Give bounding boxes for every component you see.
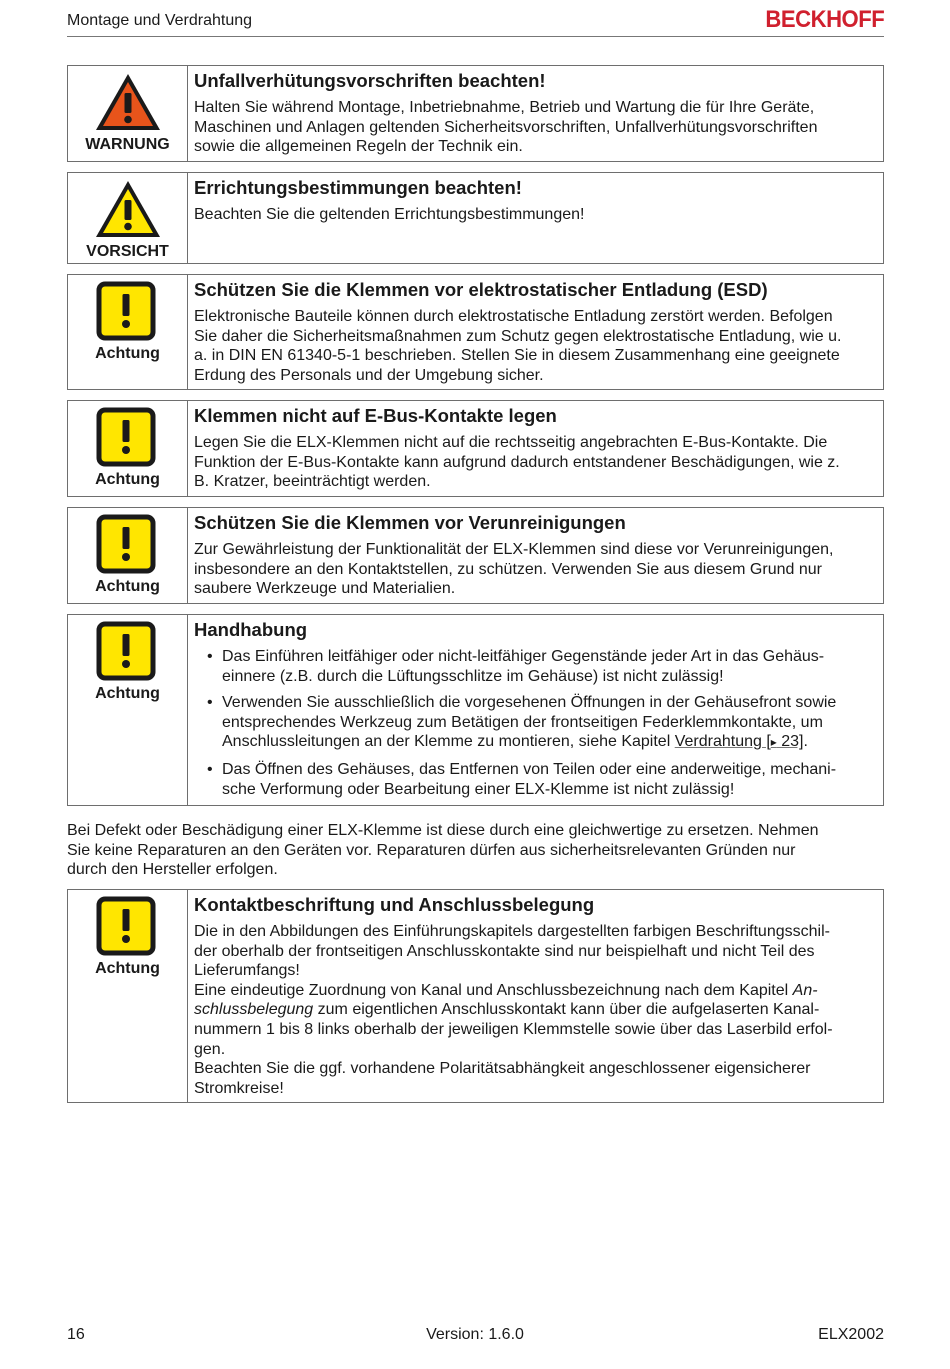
text-line: Anschlussleitungen an der Klemme zu montieren, siehe Kapitel bbox=[222, 733, 675, 751]
text-line: B. Kratzer, beeinträchtigt werden. bbox=[194, 473, 431, 491]
notice-attention-handling bbox=[67, 614, 884, 806]
beckhoff-logo: BECKHOFF bbox=[765, 6, 884, 33]
text-line: der oberhalb der frontseitigen Anschlusskontakte sind nur beispielhaft und nicht Teil des bbox=[194, 942, 815, 960]
text-line: Sie daher die Sicherheitsmaßnahmen zum Schutz gegen elektrostatische Entladung, wie u. bbox=[194, 327, 842, 345]
link-text: Verdrahtung [ bbox=[674, 733, 771, 751]
text-line: saubere Werkzeuge und Materialien. bbox=[194, 580, 456, 598]
text-line: Lieferumfangs! bbox=[194, 962, 300, 980]
list-item bbox=[194, 647, 877, 686]
text-line: Verwenden Sie ausschließlich die vorgesehenen Öffnungen in der Gehäusefront sowie bbox=[222, 694, 837, 712]
text-line: Bei Defekt oder Beschädigung einer ELX-Klemme ist diese durch eine gleichwertige zu ersetzen. Nehmen bbox=[67, 822, 819, 839]
notice-attention-contamination bbox=[67, 507, 884, 604]
notice-text bbox=[194, 98, 877, 157]
notice-attention-esd bbox=[67, 274, 884, 390]
text-line: nummern 1 bis 8 links oberhalb der jeweiligen Klemmstelle sowie über das Laserbild erfol- bbox=[194, 1020, 833, 1038]
link-page: 23] bbox=[776, 733, 804, 751]
page-arrow-icon: ▸ bbox=[770, 735, 777, 750]
notice-title: Unfallverhütungsvorschriften beachten! bbox=[194, 70, 546, 91]
bullet-list bbox=[194, 647, 877, 799]
attention-icon bbox=[96, 621, 158, 681]
attention-icon bbox=[96, 514, 158, 574]
notice-text bbox=[194, 540, 877, 599]
list-item bbox=[194, 693, 877, 753]
text-line: zum eigentlichen Anschlusskontakt kann über die aufgelaserten Kanal- bbox=[313, 1001, 820, 1019]
text-line: Halten Sie während Montage, Inbetriebnahme, Betrieb und Wartung die für Ihre Geräte, bbox=[194, 99, 815, 116]
notice-text bbox=[194, 922, 877, 1098]
attention-icon bbox=[96, 896, 158, 956]
notice-title: Errichtungsbestimmungen beachten! bbox=[194, 177, 522, 198]
notice-body bbox=[188, 508, 883, 603]
notice-attention-labeling bbox=[67, 889, 884, 1103]
notice-icon-column bbox=[68, 508, 188, 603]
notice-caution-installation-rules bbox=[67, 172, 884, 264]
link-verdrahtung[interactable] bbox=[675, 733, 804, 750]
text-line: a. in DIN EN 61340-5-1 beschrieben. Stellen Sie in diesem Zusammenhang eine geeignete bbox=[194, 347, 840, 365]
attention-icon bbox=[96, 407, 158, 467]
notice-icon-column bbox=[68, 66, 188, 161]
bullet-icon: • bbox=[207, 694, 213, 712]
chapter-reference: schlussbelegung bbox=[194, 1001, 314, 1019]
text-line: Die in den Abbildungen des Einführungskapitels dargestellten farbigen Beschriftungsschil- bbox=[194, 923, 830, 940]
attention-icon bbox=[96, 281, 158, 341]
footer-product: ELX2002 bbox=[818, 1326, 884, 1343]
notice-body bbox=[188, 66, 883, 161]
text-line: Elektronische Bauteile können durch elektrostatische Entladung zerstört werden. Befolgen bbox=[194, 308, 833, 325]
notice-icon-column bbox=[68, 275, 188, 389]
notice-label: Achtung bbox=[95, 960, 160, 977]
notice-body bbox=[188, 275, 883, 389]
text-line: insbesondere an den Kontaktstellen, zu schützen. Verwenden Sie aus diesem Grund nur bbox=[194, 560, 822, 578]
text-line: sche Verformung oder Bearbeitung einer ELX-Klemme ist nicht zulässig! bbox=[222, 780, 735, 798]
notice-label: Achtung bbox=[95, 471, 160, 488]
text-line: einnere (z.B. durch die Lüftungsschlitze im Gehäuse) ist nicht zulässig! bbox=[222, 667, 724, 685]
notice-title: Kontaktbeschriftung und Anschlussbelegung bbox=[194, 894, 595, 915]
text-line: Eine eindeutige Zuordnung von Kanal und Anschlussbezeichnung nach dem Kapitel bbox=[194, 981, 793, 999]
notice-title: Klemmen nicht auf E-Bus-Kontakte legen bbox=[194, 405, 557, 426]
caution-triangle-icon bbox=[94, 179, 162, 239]
bullet-icon: • bbox=[207, 648, 213, 665]
notice-text bbox=[194, 205, 877, 225]
notice-text bbox=[194, 307, 877, 385]
running-header-title: Montage und Verdrahtung bbox=[67, 12, 253, 29]
text-line: Sie keine Reparaturen an den Geräten vor. Reparaturen dürfen aus sicherheitsrelevanten Gründen nur bbox=[67, 841, 796, 859]
notice-label: WARNUNG bbox=[85, 136, 170, 153]
notice-body bbox=[188, 401, 883, 496]
list-item bbox=[194, 760, 877, 799]
text-line: Legen Sie die ELX-Klemmen nicht auf die rechtsseitig angebrachten E-Bus-Kontakte. Die bbox=[194, 434, 828, 451]
warning-triangle-icon bbox=[94, 72, 162, 132]
notice-body bbox=[188, 173, 883, 263]
text-line: entsprechendes Werkzeug zum Betätigen der frontseitigen Federklemmkontakte, um bbox=[222, 713, 823, 731]
notice-label: VORSICHT bbox=[86, 243, 169, 260]
text-line: Funktion der E-Bus-Kontakte kann aufgrund dadurch entstandener Beschädigungen, wie z. bbox=[194, 453, 840, 471]
text-suffix: . bbox=[803, 733, 808, 751]
notice-icon-column bbox=[68, 173, 188, 263]
text-line: durch den Hersteller erfolgen. bbox=[67, 861, 278, 879]
chapter-reference: An- bbox=[792, 981, 818, 999]
notice-icon-column bbox=[68, 890, 188, 1102]
notice-title: Schützen Sie die Klemmen vor Verunreinigungen bbox=[194, 512, 626, 533]
notice-attention-ebus bbox=[67, 400, 884, 497]
text-line: Das Einführen leitfähiger oder nicht-leitfähiger Gegenstände jeder Art in das Gehäus- bbox=[222, 648, 825, 665]
text-line: sowie die allgemeinen Regeln der Technik ein. bbox=[194, 138, 523, 156]
notice-text bbox=[194, 433, 877, 492]
footer-page-number: 16 bbox=[67, 1326, 85, 1343]
notice-label: Achtung bbox=[95, 578, 160, 595]
bullet-icon: • bbox=[207, 760, 213, 778]
text-line: Beachten Sie die geltenden Errichtungsbestimmungen! bbox=[194, 206, 585, 223]
text-line: Zur Gewährleistung der Funktionalität der ELX-Klemmen sind diese vor Verunreinigungen, bbox=[194, 541, 834, 558]
notice-title: Handhabung bbox=[194, 619, 308, 640]
notice-title: Schützen Sie die Klemmen vor elektrostatischer Entladung (ESD) bbox=[194, 279, 768, 300]
notice-icon-column bbox=[68, 615, 188, 805]
notice-icon-column bbox=[68, 401, 188, 496]
footer-version: Version: 1.6.0 bbox=[426, 1326, 524, 1343]
header-rule bbox=[67, 36, 884, 37]
text-line: Beachten Sie die ggf. vorhandene Polaritätsabhängkeit angeschlossener eigensicherer bbox=[194, 1060, 811, 1078]
notice-warning-accident-prevention bbox=[67, 65, 884, 162]
notice-body bbox=[188, 890, 883, 1102]
notice-label: Achtung bbox=[95, 685, 160, 702]
text-line: gen. bbox=[194, 1040, 226, 1058]
text-line: Das Öffnen des Gehäuses, das Entfernen von Teilen oder eine anderweitige, mechani- bbox=[222, 760, 837, 778]
notice-label: Achtung bbox=[95, 345, 160, 362]
text-line: Stromkreise! bbox=[194, 1079, 284, 1097]
text-line: Erdung des Personals und der Umgebung sicher. bbox=[194, 366, 544, 384]
body-paragraph bbox=[67, 821, 884, 880]
text-line: Maschinen und Anlagen geltenden Sicherheitsvorschriften, Unfallverhütungsvorschriften bbox=[194, 118, 818, 136]
notice-body bbox=[188, 615, 883, 805]
